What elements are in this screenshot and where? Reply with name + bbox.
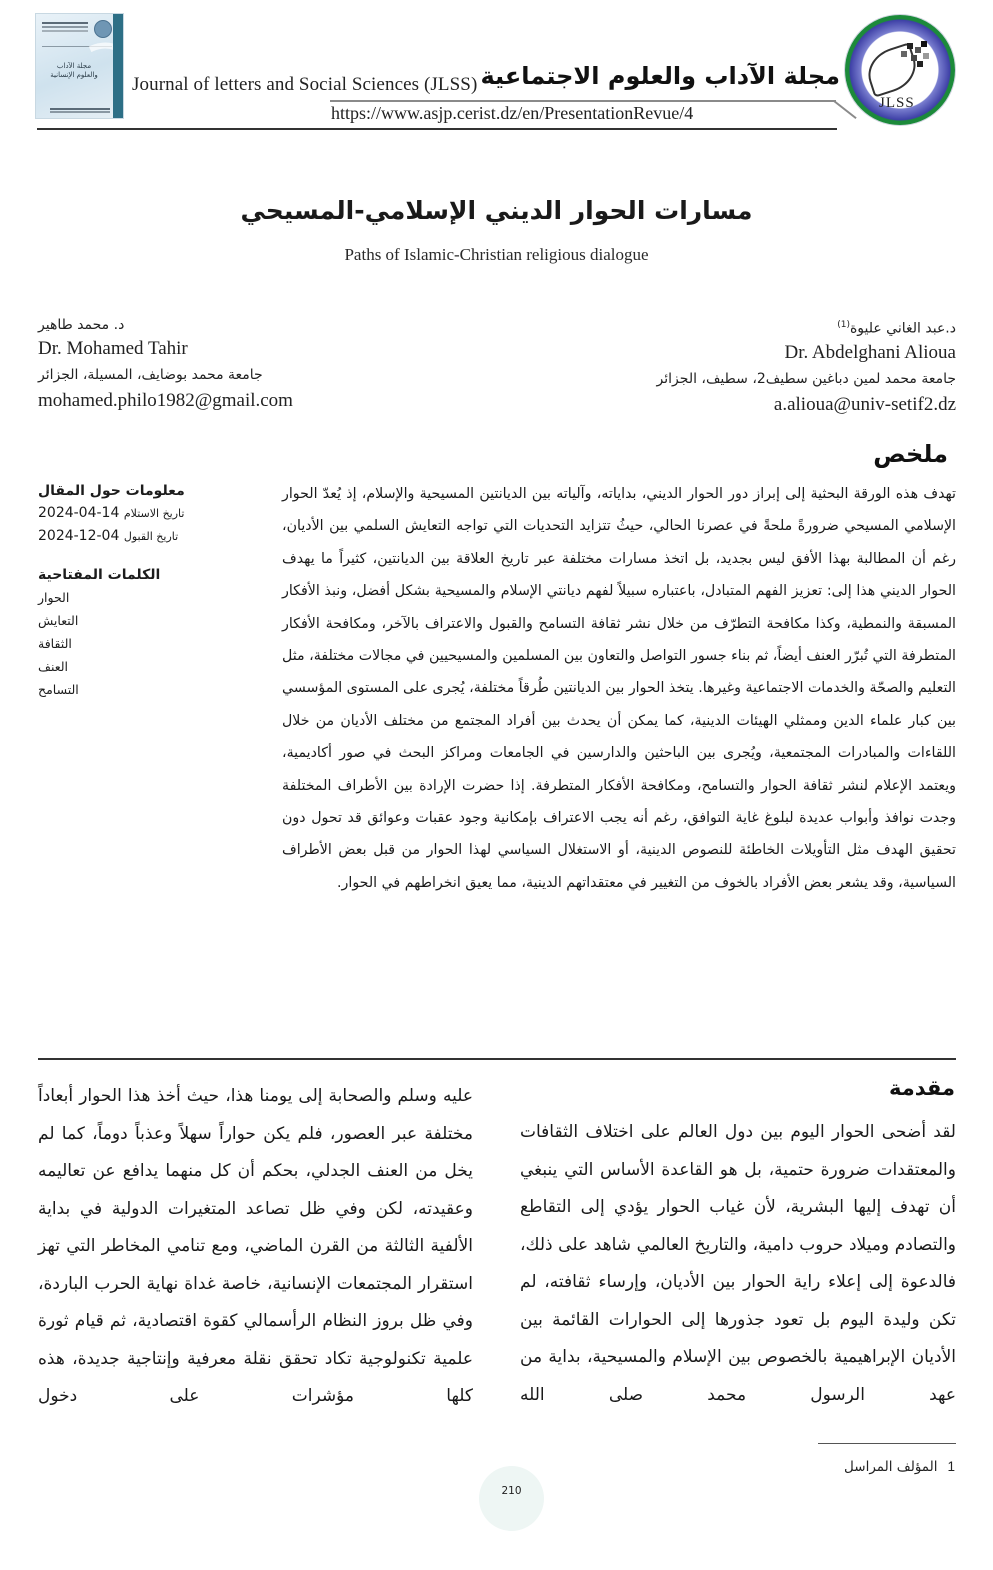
url-top-rule <box>330 100 836 102</box>
author-name-en: Dr. Mohamed Tahir <box>38 338 188 359</box>
author-email-link[interactable]: mohamed.philo1982@gmail.com <box>38 390 293 411</box>
introduction-column-right: لقد أضحى الحوار اليوم بين دول العالم على اختلاف الثقافات والمعتقدات ضرورة حتمية، بل هو القاعدة الأساس التي ينبغي أن تهدف إليها البشرية، لأن غياب الحوار يؤدي إلى التقاطع والتصادم وميلاد حروب دامية، والتاريخ العالمي شاهد على ذلك، فالدعوة إلى إعلاء راية الحوار بين الأديان، وإرساء ثقافته، لم تكن وليدة اليوم بل تعود جذورها إلى الحوارات القائمة بين الأديان الإبراهيمية بالخصوص بين الإسلام والمسيحية، بداية من عهد الرسول محمد صلى الله <box>520 1122 956 1405</box>
page-number: 210 <box>501 1485 522 1497</box>
footnote-rule <box>818 1443 956 1444</box>
logo-leaf-graphic <box>862 42 923 97</box>
journal-url-link[interactable]: https://www.asjp.cerist.dz/en/PresentationRevue/4 <box>331 103 694 123</box>
cover-header-lines <box>42 22 88 24</box>
article-title-ar: مسارات الحوار الديني الإسلامي-المسيحي <box>240 196 753 225</box>
received-date: 2024-04-14 <box>38 505 120 521</box>
abstract-heading: ملخص <box>873 440 948 468</box>
jlss-logo-icon <box>845 15 955 125</box>
footnote <box>844 1459 955 1475</box>
logo-text: JLSS <box>879 95 915 111</box>
accepted-label: تاريخ القبول <box>123 530 179 543</box>
received-date-row <box>38 502 258 525</box>
article-info-heading: معلومات حول المقال <box>38 483 185 499</box>
footnote-number: 1 <box>947 1459 955 1474</box>
cover-footer-lines <box>50 108 110 110</box>
keyword-item: التعايش <box>38 613 79 628</box>
author-block-1 <box>536 313 956 417</box>
keyword-item: الثقافة <box>38 636 72 651</box>
journal-cover-thumbnail <box>35 13 124 119</box>
journal-name-en: Journal of letters and Social Sciences (JLSS) <box>132 74 478 95</box>
keyword-item: الحوار <box>38 590 70 605</box>
introduction-column-left: عليه وسلم والصحابة إلى يومنا هذا، حيث أخذ هذا الحوار أبعاداً مختلفة عبر العصور، فلم يكن حواراً سهلاً وعذباً دوماً، كما لم يخل من العنف الجدلي، بحكم أن كل منهما يدافع عن تعاليمه وعقيدته، لكن وفي ظل تصاعد المتغيرات الدولية في بداية الألفية الثالثة من القرن الماضي، ومع تنامي المخاطر التي تهز استقرار المجتمعات الإنسانية، خاصة غداة نهاية الحرب الباردة، وفي ظل بروز النظام الرأسمالي كقوة اقتصادية، ثم قيام ثورة علمية تكنولوجية تكاد تحقق نقلة معرفية وإنتاجية جديدة، هذه كلها مؤشرات على دخول <box>38 1086 473 1406</box>
accepted-date-row <box>38 525 258 548</box>
author-affiliation: جامعة محمد لمين دباغين سطيف2، سطيف، الجزائر <box>656 370 956 387</box>
keywords-heading: الكلمات المفتاحية <box>38 567 161 583</box>
journal-name-ar: مجلة الآداب والعلوم الاجتماعية <box>480 62 840 90</box>
header-divider <box>37 128 837 130</box>
received-label: تاريخ الاستلام <box>123 507 185 520</box>
article-info-panel <box>38 480 258 701</box>
article-title-en: Paths of Islamic-Christian religious dialogue <box>344 245 649 264</box>
url-top-rule-diagonal <box>833 100 856 119</box>
abstract-text: تهدف هذه الورقة البحثية إلى إبراز دور الحوار الديني، بداياته، وآلياته بين الديانتين المسيحية والإسلام، إذ يُعدّ الحوار الإسلامي المسيحي ضرورةً ملحةً في عصرنا الحالي، حيثُ تتزايد التحديات التي تواجه التعايش السلمي بين الأديان، رغم أن المطالبة بهذا الأفق ليس بجديد، بل اتخذ مسارات مختلفة عبر تاريخ العلاقة بين الديانتين، كثيراً ما يهدف الحوار الديني هذا إلى: تعزيز الفهم المتبادل، باعتباره سبيلاً لفهم ديانتي الإسلام والمسيحية بشكل أفضل، ونبذ الأفكار المسبقة والنمطية، وكذا مكافحة التطرّف من خلال نشر ثقافة التسامح والقبول والاعتراف بالآخر، ومكافحة الأفكار المتطرفة التي تُبرّر العنف أيضاً، ثم بناء جسور التواصل والتعاون بين المسلمين والمسيحيين في مجالات مختلفة، مثل التعليم والصحّة والخدمات الاجتماعية وغيرها. يتخذ الحوار بين الديانتين طُرقاً مختلفة، يُجرى على المستوى المؤسسي بين كبار علماء الدين وممثلي الهيئات الدينية، كما يمكن أن يحدث بين أفراد المجتمع من مختلف الأديان من خلال اللقاءات والمبادرات المجتمعية، ويُجرى بين الباحثين والدارسين في الجامعات ومراكز البحث في صور أكاديمية، ويعتمد الإعلام لنشر ثقافة الحوار والتسامح، ومكافحة الأفكار المتطرفة. إذا حضرت الإرادة بين الأطراف المختلفة وجدت نوافذ وأبواب عديدة لبلوغ غاية التوافق، رغم أنه يجب الاعتراف بإمكانية وجود عقبات وعوائق قد تحول دون تحقيق الهدف مثل التأويلات الخاطئة للنصوص الدينية، أو الاستغلال السياسي لهذا الحوار من قبل بعض الأطراف السياسية، وقد يشعر بعض الأفراد بالخوف من التغيير في معتقداتهم الدينية، مما يعيق انخراطهم في الحوار. <box>282 486 956 891</box>
keyword-item: العنف <box>38 659 69 674</box>
author-email-link[interactable]: a.alioua@univ-setif2.dz <box>773 393 956 415</box>
author-name-ar <box>536 313 956 341</box>
footnote-text: المؤلف المراسل <box>844 1459 938 1475</box>
author-block-2 <box>38 313 338 413</box>
cover-seal-icon <box>94 20 112 38</box>
section-divider <box>38 1058 956 1060</box>
introduction-heading: مقدمة <box>889 1076 955 1100</box>
footnote-marker[interactable]: (1) <box>837 320 850 330</box>
accepted-date: 2024-12-04 <box>38 528 120 544</box>
cover-spine <box>113 14 123 118</box>
keyword-item: التسامح <box>38 682 79 697</box>
author-affiliation: جامعة محمد بوضايف، المسيلة، الجزائر <box>38 367 263 383</box>
author-name-ar-text: د.عبد الغاني عليوة <box>849 320 956 337</box>
logo-pixel-graphic <box>907 43 913 49</box>
author-name-en: Dr. Abdelghani Alioua <box>784 341 956 363</box>
cover-title: مجلة الآداب والعلوم الإنسانية <box>50 62 98 79</box>
author-name-ar: د. محمد طاهير <box>38 317 125 333</box>
page-number-badge <box>479 1466 544 1531</box>
